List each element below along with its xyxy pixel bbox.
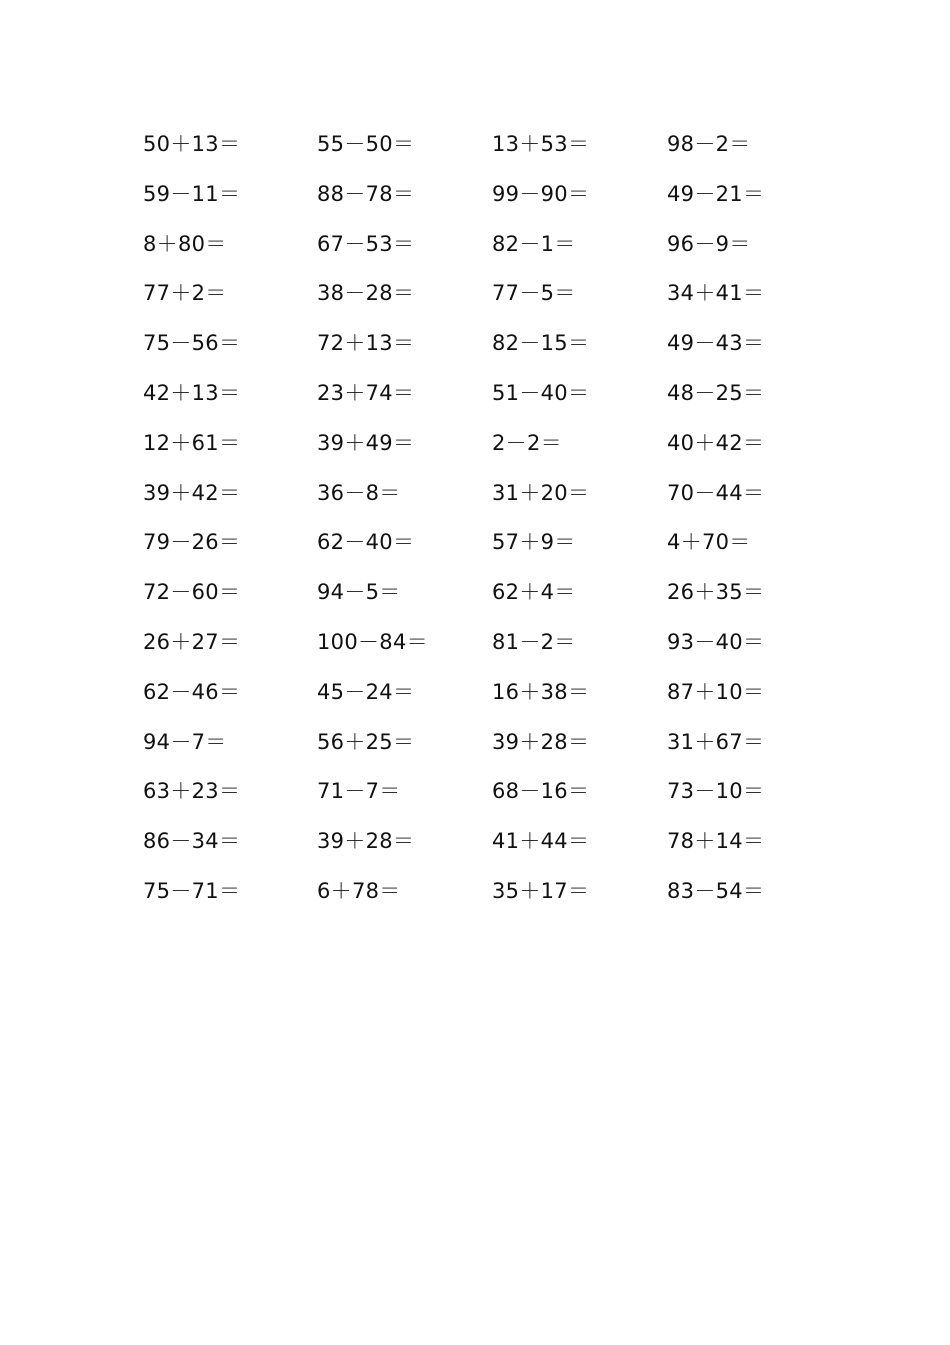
- math-problem: 39＋49＝: [317, 430, 415, 455]
- math-problem: 39＋42＝: [143, 480, 241, 505]
- math-problem: 100－84＝: [317, 629, 428, 654]
- math-problem: 49－21＝: [667, 181, 765, 206]
- math-problem: 62－40＝: [317, 530, 415, 555]
- math-problem: 59－11＝: [143, 181, 241, 206]
- math-problem: 40＋42＝: [667, 430, 765, 455]
- math-problem: 99－90＝: [492, 181, 590, 206]
- math-problem: 72＋13＝: [317, 331, 415, 356]
- math-problem: 77＋2＝: [143, 281, 227, 306]
- math-problem: 42＋13＝: [143, 380, 241, 405]
- math-problem: 8＋80＝: [143, 231, 227, 256]
- math-problem: 82－15＝: [492, 331, 590, 356]
- math-problem: 38－28＝: [317, 281, 415, 306]
- math-problem: 13＋53＝: [492, 132, 590, 156]
- math-problem: 62－46＝: [143, 679, 241, 704]
- math-problem: 16＋38＝: [492, 679, 590, 704]
- math-problem: 77－5＝: [492, 281, 576, 306]
- math-problem: 71－7＝: [317, 779, 401, 804]
- math-problem: 88－78＝: [317, 181, 415, 206]
- math-problem: 36－8＝: [317, 480, 401, 505]
- math-problem: 48－25＝: [667, 380, 765, 405]
- math-problem: 41＋44＝: [492, 829, 590, 854]
- math-problem: 23＋74＝: [317, 380, 415, 405]
- math-problem: 73－10＝: [667, 779, 765, 804]
- math-problem: 62＋4＝: [492, 580, 576, 605]
- math-problem: 31＋20＝: [492, 480, 590, 505]
- math-problem: 45－24＝: [317, 679, 415, 704]
- math-problem: 81－2＝: [492, 629, 576, 654]
- math-problem: 39＋28＝: [317, 829, 415, 854]
- math-problem: 82－1＝: [492, 231, 576, 256]
- math-problem: 51－40＝: [492, 380, 590, 405]
- math-problem: 78＋14＝: [667, 829, 765, 854]
- math-problem: 35＋17＝: [492, 878, 590, 903]
- math-problem: 67－53＝: [317, 231, 415, 256]
- math-problem: 56＋25＝: [317, 729, 415, 754]
- math-problem: 31＋67＝: [667, 729, 765, 754]
- math-problem: 57＋9＝: [492, 530, 576, 555]
- math-problem: 75－56＝: [143, 331, 241, 356]
- math-problem: 6＋78＝: [317, 878, 401, 903]
- math-problem: 50＋13＝: [143, 132, 241, 156]
- math-problem: 34＋41＝: [667, 281, 765, 306]
- math-problem: 83－54＝: [667, 878, 765, 903]
- math-problem: 55－50＝: [317, 132, 415, 156]
- math-problem: 98－2＝: [667, 132, 751, 156]
- math-problem: 87＋10＝: [667, 679, 765, 704]
- math-problem: 72－60＝: [143, 580, 241, 605]
- math-problem: 70－44＝: [667, 480, 765, 505]
- math-problem: 75－71＝: [143, 878, 241, 903]
- math-problem: 94－5＝: [317, 580, 401, 605]
- math-problem: 86－34＝: [143, 829, 241, 854]
- math-problem: 63＋23＝: [143, 779, 241, 804]
- math-problem: 4＋70＝: [667, 530, 751, 555]
- math-problem: 79－26＝: [143, 530, 241, 555]
- math-problem: 39＋28＝: [492, 729, 590, 754]
- math-problem: 26＋27＝: [143, 629, 241, 654]
- math-problem: 94－7＝: [143, 729, 227, 754]
- math-problem: 96－9＝: [667, 231, 751, 256]
- problem-grid: [143, 124, 817, 921]
- math-problem: 93－40＝: [667, 629, 765, 654]
- math-problem: 68－16＝: [492, 779, 590, 804]
- math-problem: 12＋61＝: [143, 430, 241, 455]
- math-problem: 26＋35＝: [667, 580, 765, 605]
- math-problem: 2－2＝: [492, 430, 562, 455]
- math-problem: 49－43＝: [667, 331, 765, 356]
